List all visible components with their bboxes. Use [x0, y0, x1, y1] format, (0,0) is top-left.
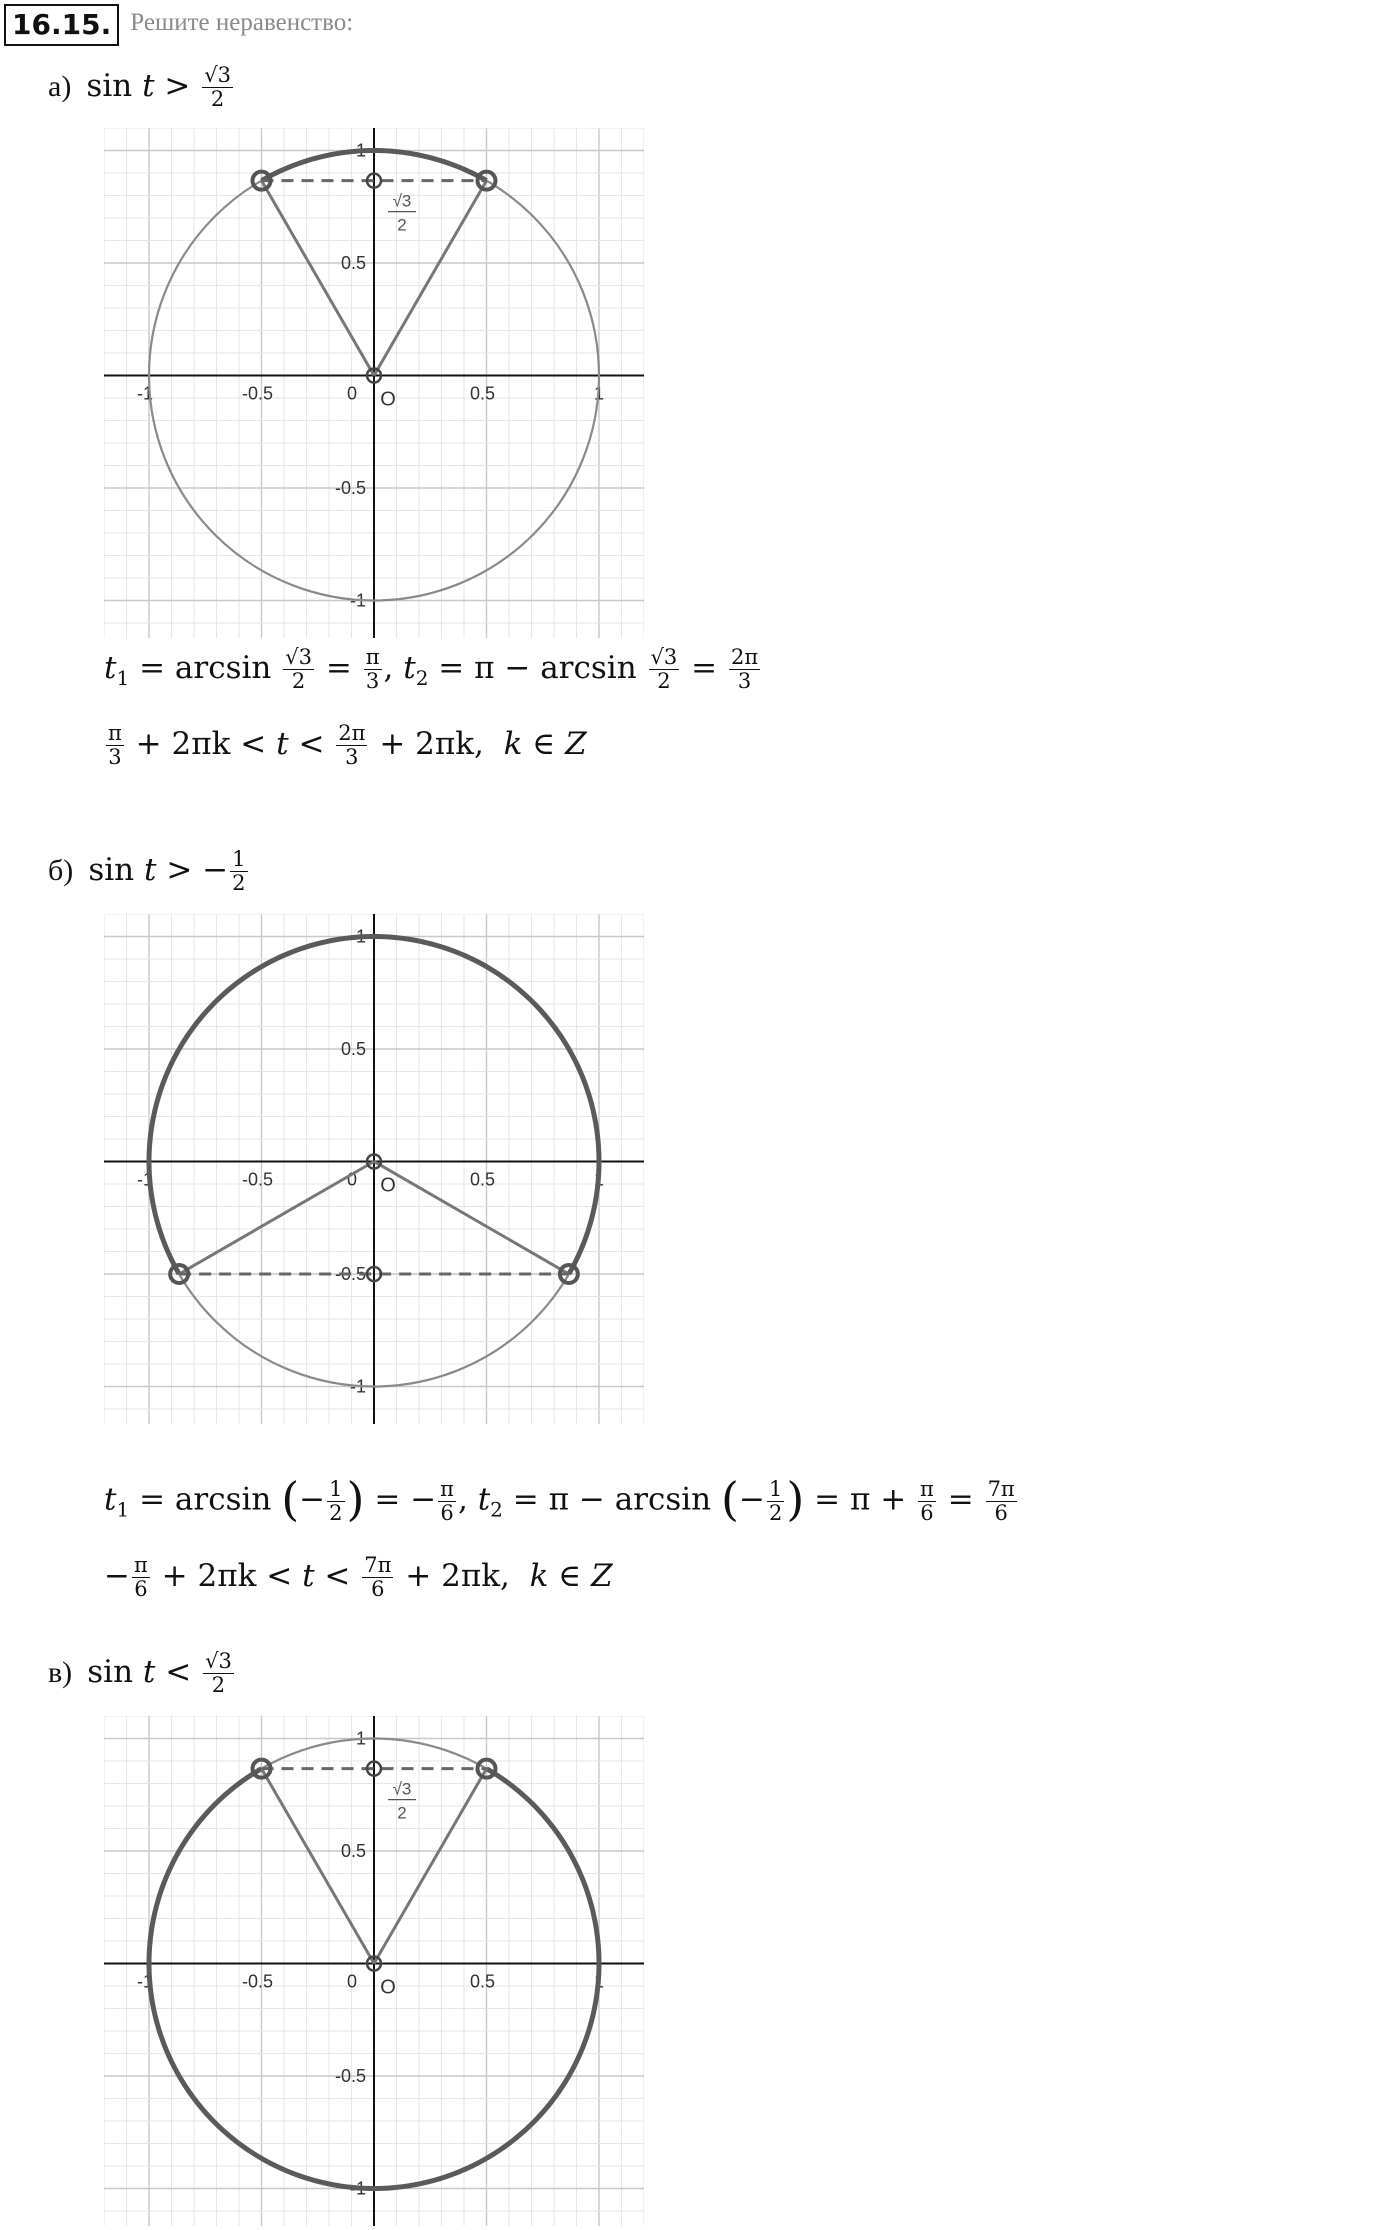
point-annotation-numerator: √3 — [392, 191, 412, 211]
point-annotation-denominator: 2 — [397, 215, 407, 235]
x-tick-label: 1 — [593, 383, 605, 404]
unit-circle-chart-b — [104, 914, 644, 1424]
radius-line — [374, 1769, 487, 1964]
radius-line — [179, 1162, 374, 1275]
part-b-label: б) — [48, 854, 74, 887]
exercise-number: 16.15. — [4, 4, 119, 46]
y-tick-label: -1 — [349, 2178, 366, 2199]
origin-label: O — [380, 1174, 396, 1197]
part-a-label: а) — [48, 70, 72, 103]
part-a-heading — [48, 64, 235, 111]
y-tick-label: 1 — [355, 1728, 366, 1749]
x-tick-label: 1 — [593, 1971, 605, 1992]
part-a-solution-line2: $\frac{\pi}{3}$ + 2πk < t < $\frac{2\pi}{3}$ + 2πk, k ∈ Z — [108, 721, 587, 769]
part-c-graph — [104, 1716, 644, 2230]
part-b-solution-line2: − $\frac{\pi}{6}$ + 2πk < t < $\frac{7\pi}{6}$ + 2πk, k ∈ Z — [104, 1553, 613, 1601]
x-tick-label: 0 — [346, 383, 358, 404]
y-tick-label: 1 — [355, 926, 366, 947]
x-tick-label: 0.5 — [469, 383, 496, 404]
exercise-header — [4, 4, 353, 46]
y-tick-label: 1 — [355, 140, 366, 161]
x-tick-label: -0.5 — [241, 1971, 274, 1992]
part-b-solution-line1: $t_1 = \arcsin$ (− $\frac{1}{2}$ ) = − $\frac{\pi}{6}$ , $t_2 = \pi - \arcsin$ (− $\frac{1}{2}$ ) = π + $\frac{\pi}{6}$ = $\frac{7\pi}{6}$ — [104, 1472, 1015, 1526]
unit-circle-chart-a — [104, 128, 644, 638]
y-tick-label: 0.5 — [340, 1841, 366, 1861]
x-tick-label: 0 — [346, 1169, 358, 1190]
y-tick-label: 0.5 — [340, 1039, 366, 1059]
origin-label: O — [380, 388, 396, 411]
x-tick-label: 0.5 — [469, 1971, 496, 1992]
point-annotation-denominator: 2 — [397, 1803, 407, 1823]
part-b-heading — [48, 848, 250, 895]
x-tick-label: 1 — [593, 1169, 605, 1190]
unit-circle-chart-c — [104, 1716, 644, 2226]
part-b-graph — [104, 914, 644, 1428]
part-c-heading — [48, 1650, 236, 1697]
y-tick-label: -1 — [349, 590, 366, 611]
y-tick-label: -0.5 — [334, 478, 366, 498]
x-tick-label: -0.5 — [241, 383, 274, 404]
y-tick-label: 0.5 — [340, 253, 366, 273]
x-tick-label: 0 — [346, 1971, 358, 1992]
exercise-instruction: Решите неравенство: — [130, 9, 354, 36]
y-tick-label: -1 — [349, 1376, 366, 1397]
radius-line — [262, 1769, 375, 1964]
part-a-graph — [104, 128, 644, 642]
x-tick-label: 0.5 — [469, 1169, 496, 1190]
radius-line — [374, 181, 487, 376]
part-c-label: в) — [48, 1656, 73, 1689]
point-annotation-numerator: √3 — [392, 1779, 412, 1799]
y-tick-label: -0.5 — [334, 1264, 366, 1284]
part-c-inequality: sin t < $\frac{√3}{2}$ — [87, 1649, 232, 1697]
x-tick-label: -1 — [136, 1971, 154, 1992]
part-a-inequality: sin t > $\frac{√3}{2}$ — [86, 63, 231, 111]
part-a-solution-line1: $t_1 = \arcsin$ $\frac{√3}{2}$ = $\frac{\pi}{3}$ , $t_2 = \pi - \arcsin$ $\frac{√3}{2}$ = $\frac{2\pi}{3}$ — [104, 645, 759, 693]
x-tick-label: -1 — [136, 383, 154, 404]
x-tick-label: -1 — [136, 1169, 154, 1190]
x-tick-label: -0.5 — [241, 1169, 274, 1190]
part-b-inequality: sin t > − $\frac{1}{2}$ — [88, 847, 246, 895]
radius-line — [262, 181, 375, 376]
y-tick-label: -0.5 — [334, 2066, 366, 2086]
origin-label: O — [380, 1976, 396, 1999]
